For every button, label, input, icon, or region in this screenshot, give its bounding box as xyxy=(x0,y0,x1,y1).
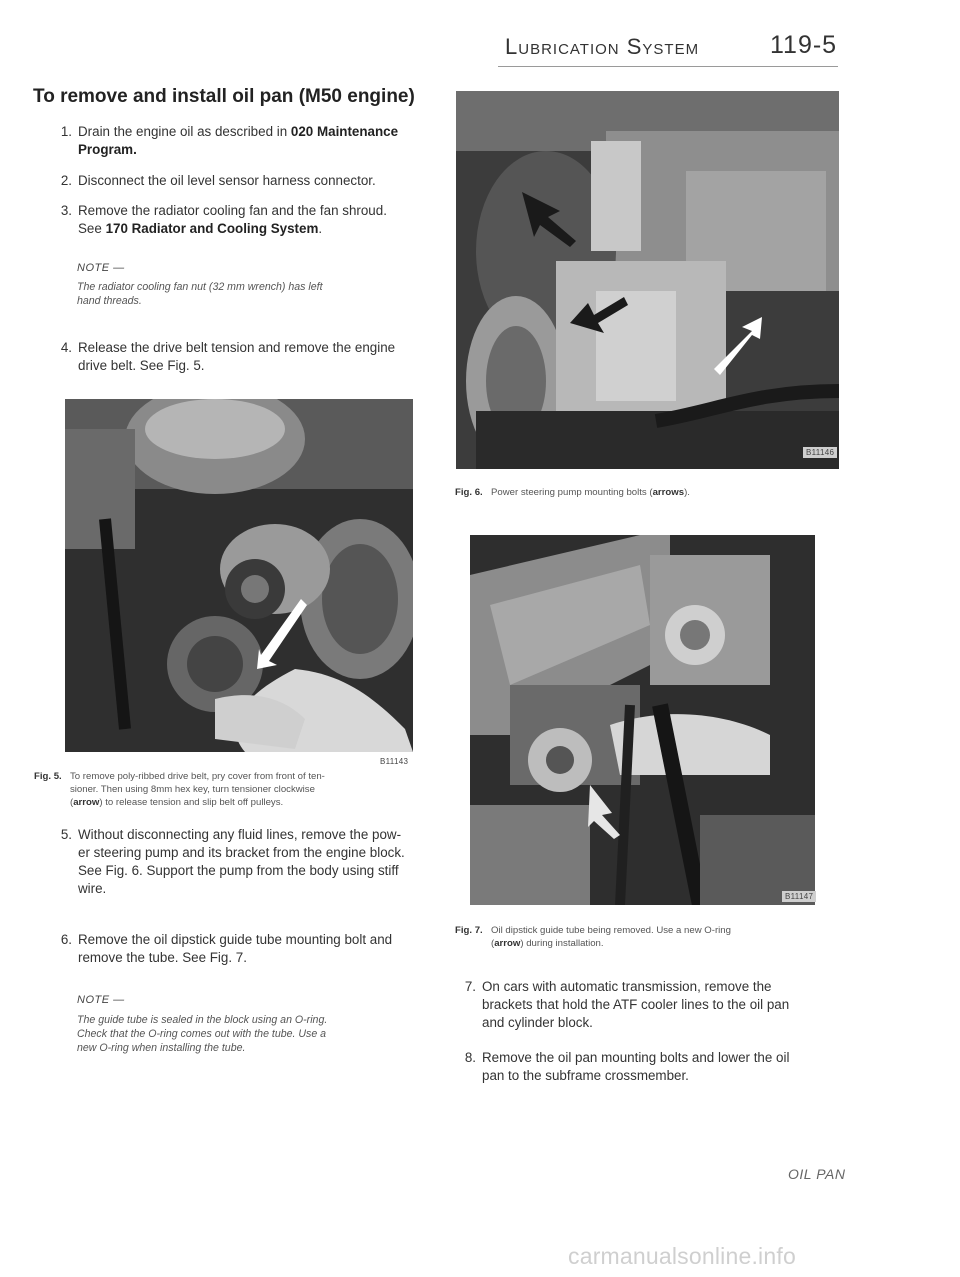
note-line: The guide tube is sealed in the block using an O-ring. xyxy=(77,1014,328,1026)
step-text-cont: and cylinder block. xyxy=(482,1015,593,1030)
step-text-cont: er steering pump and its bracket from the engine block. xyxy=(78,845,405,860)
caption-line: Oil dipstick guide tube being removed. Use a new O-ring xyxy=(491,925,731,936)
step-6 xyxy=(56,931,446,971)
caption-line: Power steering pump mounting bolts xyxy=(491,487,647,498)
figure-label: Fig. 5. xyxy=(34,771,62,782)
step-text-cont: remove the tube. See Fig. 7. xyxy=(78,950,247,965)
step-text-cont: See xyxy=(78,221,102,236)
caption-bold: arrow xyxy=(73,797,100,808)
caption-line: to release tension and slip belt off pulleys. xyxy=(105,797,284,808)
step-text: Release the drive belt tension and remove the engine xyxy=(78,340,396,355)
step-text: Disconnect the oil level sensor harness connector. xyxy=(78,173,376,188)
step-text-cont: drive belt. See Fig. 5. xyxy=(78,358,205,373)
step-3: 3. Remove the radiator cooling fan and the fan shroud. See 170 Radiator and Cooling System. xyxy=(56,202,446,242)
step-number: 2. xyxy=(60,173,72,188)
watermark-text: carmanualsonline.info xyxy=(568,1243,796,1269)
step-text-cont: wire. xyxy=(78,881,107,896)
step-number: 5. xyxy=(60,827,72,842)
caption-bold: arrow xyxy=(494,938,521,949)
figure-5-caption: Fig. 5. To remove poly-ribbed drive belt, pry cover from front of ten- sioner. Then using 8mm hex key, turn tensioner clockwise (arrow) to release tension and slip belt off pulleys. xyxy=(34,771,325,808)
step-2 xyxy=(56,172,446,192)
figure-5-photo xyxy=(65,399,413,752)
step-text: Remove the radiator cooling fan and the fan shroud. xyxy=(78,203,387,218)
figure-label: Fig. 6. xyxy=(455,487,483,498)
figure-6-photo xyxy=(456,91,839,469)
page-number: 119-5 xyxy=(770,31,838,59)
step-5 xyxy=(56,826,446,906)
step-4 xyxy=(56,339,446,379)
step-text: Drain the engine oil as described in xyxy=(78,124,288,139)
step-text: Without disconnecting any fluid lines, remove the pow- xyxy=(78,827,402,842)
step-text: Remove the oil dipstick guide tube mounting bolt and xyxy=(78,932,393,947)
note-line: hand threads. xyxy=(77,295,142,307)
step-number: 1. xyxy=(60,124,72,139)
engine-belt-photo xyxy=(65,399,413,752)
step-1 xyxy=(56,123,446,163)
figure-6-caption: Fig. 6. Power steering pump mounting bolts (arrows). xyxy=(455,487,690,498)
step-number: 3. xyxy=(60,203,72,218)
figure-7-photo xyxy=(470,535,815,905)
caption-line: sioner. Then using 8mm hex key, turn tensioner clockwise xyxy=(70,784,315,795)
caption-line: during installation. xyxy=(526,938,604,949)
step-reference-cont: Program. xyxy=(78,142,137,157)
step-number: 7. xyxy=(464,979,476,994)
footer-section-label: OIL PAN xyxy=(788,1166,846,1182)
running-header-title: Lubrication System xyxy=(505,34,700,59)
note-line: new O-ring when installing the tube. xyxy=(77,1042,246,1054)
step-number: 8. xyxy=(464,1050,476,1065)
note-label: NOTE — xyxy=(77,994,125,1006)
step-text-cont: See Fig. 6. Support the pump from the body using stiff xyxy=(78,863,399,878)
step-text-cont: pan to the subframe crossmember. xyxy=(482,1068,689,1083)
section-title: To remove and install oil pan (M50 engine) xyxy=(33,86,415,107)
step-number: 6. xyxy=(60,932,72,947)
step-8 xyxy=(460,1049,850,1089)
step-7 xyxy=(460,978,850,1034)
step-text: Remove the oil pan mounting bolts and lower the oil xyxy=(482,1050,790,1065)
step-number: 4. xyxy=(60,340,72,355)
step-text: On cars with automatic transmission, remove the xyxy=(482,979,772,994)
header-rule xyxy=(498,66,838,67)
power-steering-photo xyxy=(456,91,839,469)
note-text xyxy=(77,280,417,308)
note-line: Check that the O-ring comes out with the tube. Use a xyxy=(77,1028,327,1040)
step-reference: 170 Radiator and Cooling System xyxy=(105,221,319,236)
figure-7-caption: Fig. 7. Oil dipstick guide tube being removed. Use a new O-ring (arrow) during installation. xyxy=(455,925,731,949)
dipstick-tube-photo xyxy=(470,535,815,905)
figure-code: B11146 xyxy=(803,447,837,458)
figure-code: B11147 xyxy=(782,891,816,902)
figure-code: B11143 xyxy=(380,757,409,766)
note-line: The radiator cooling fan nut (32 mm wrench) has left xyxy=(77,281,323,293)
step-reference: 020 Maintenance xyxy=(290,124,399,139)
caption-bold: arrows xyxy=(652,487,685,498)
note-text xyxy=(77,1013,417,1055)
note-label: NOTE — xyxy=(77,262,125,274)
step-text-cont: brackets that hold the ATF cooler lines to the oil pan xyxy=(482,997,790,1012)
caption-line: To remove poly-ribbed drive belt, pry cover from front of ten- xyxy=(70,771,325,782)
figure-label: Fig. 7. xyxy=(455,925,483,936)
